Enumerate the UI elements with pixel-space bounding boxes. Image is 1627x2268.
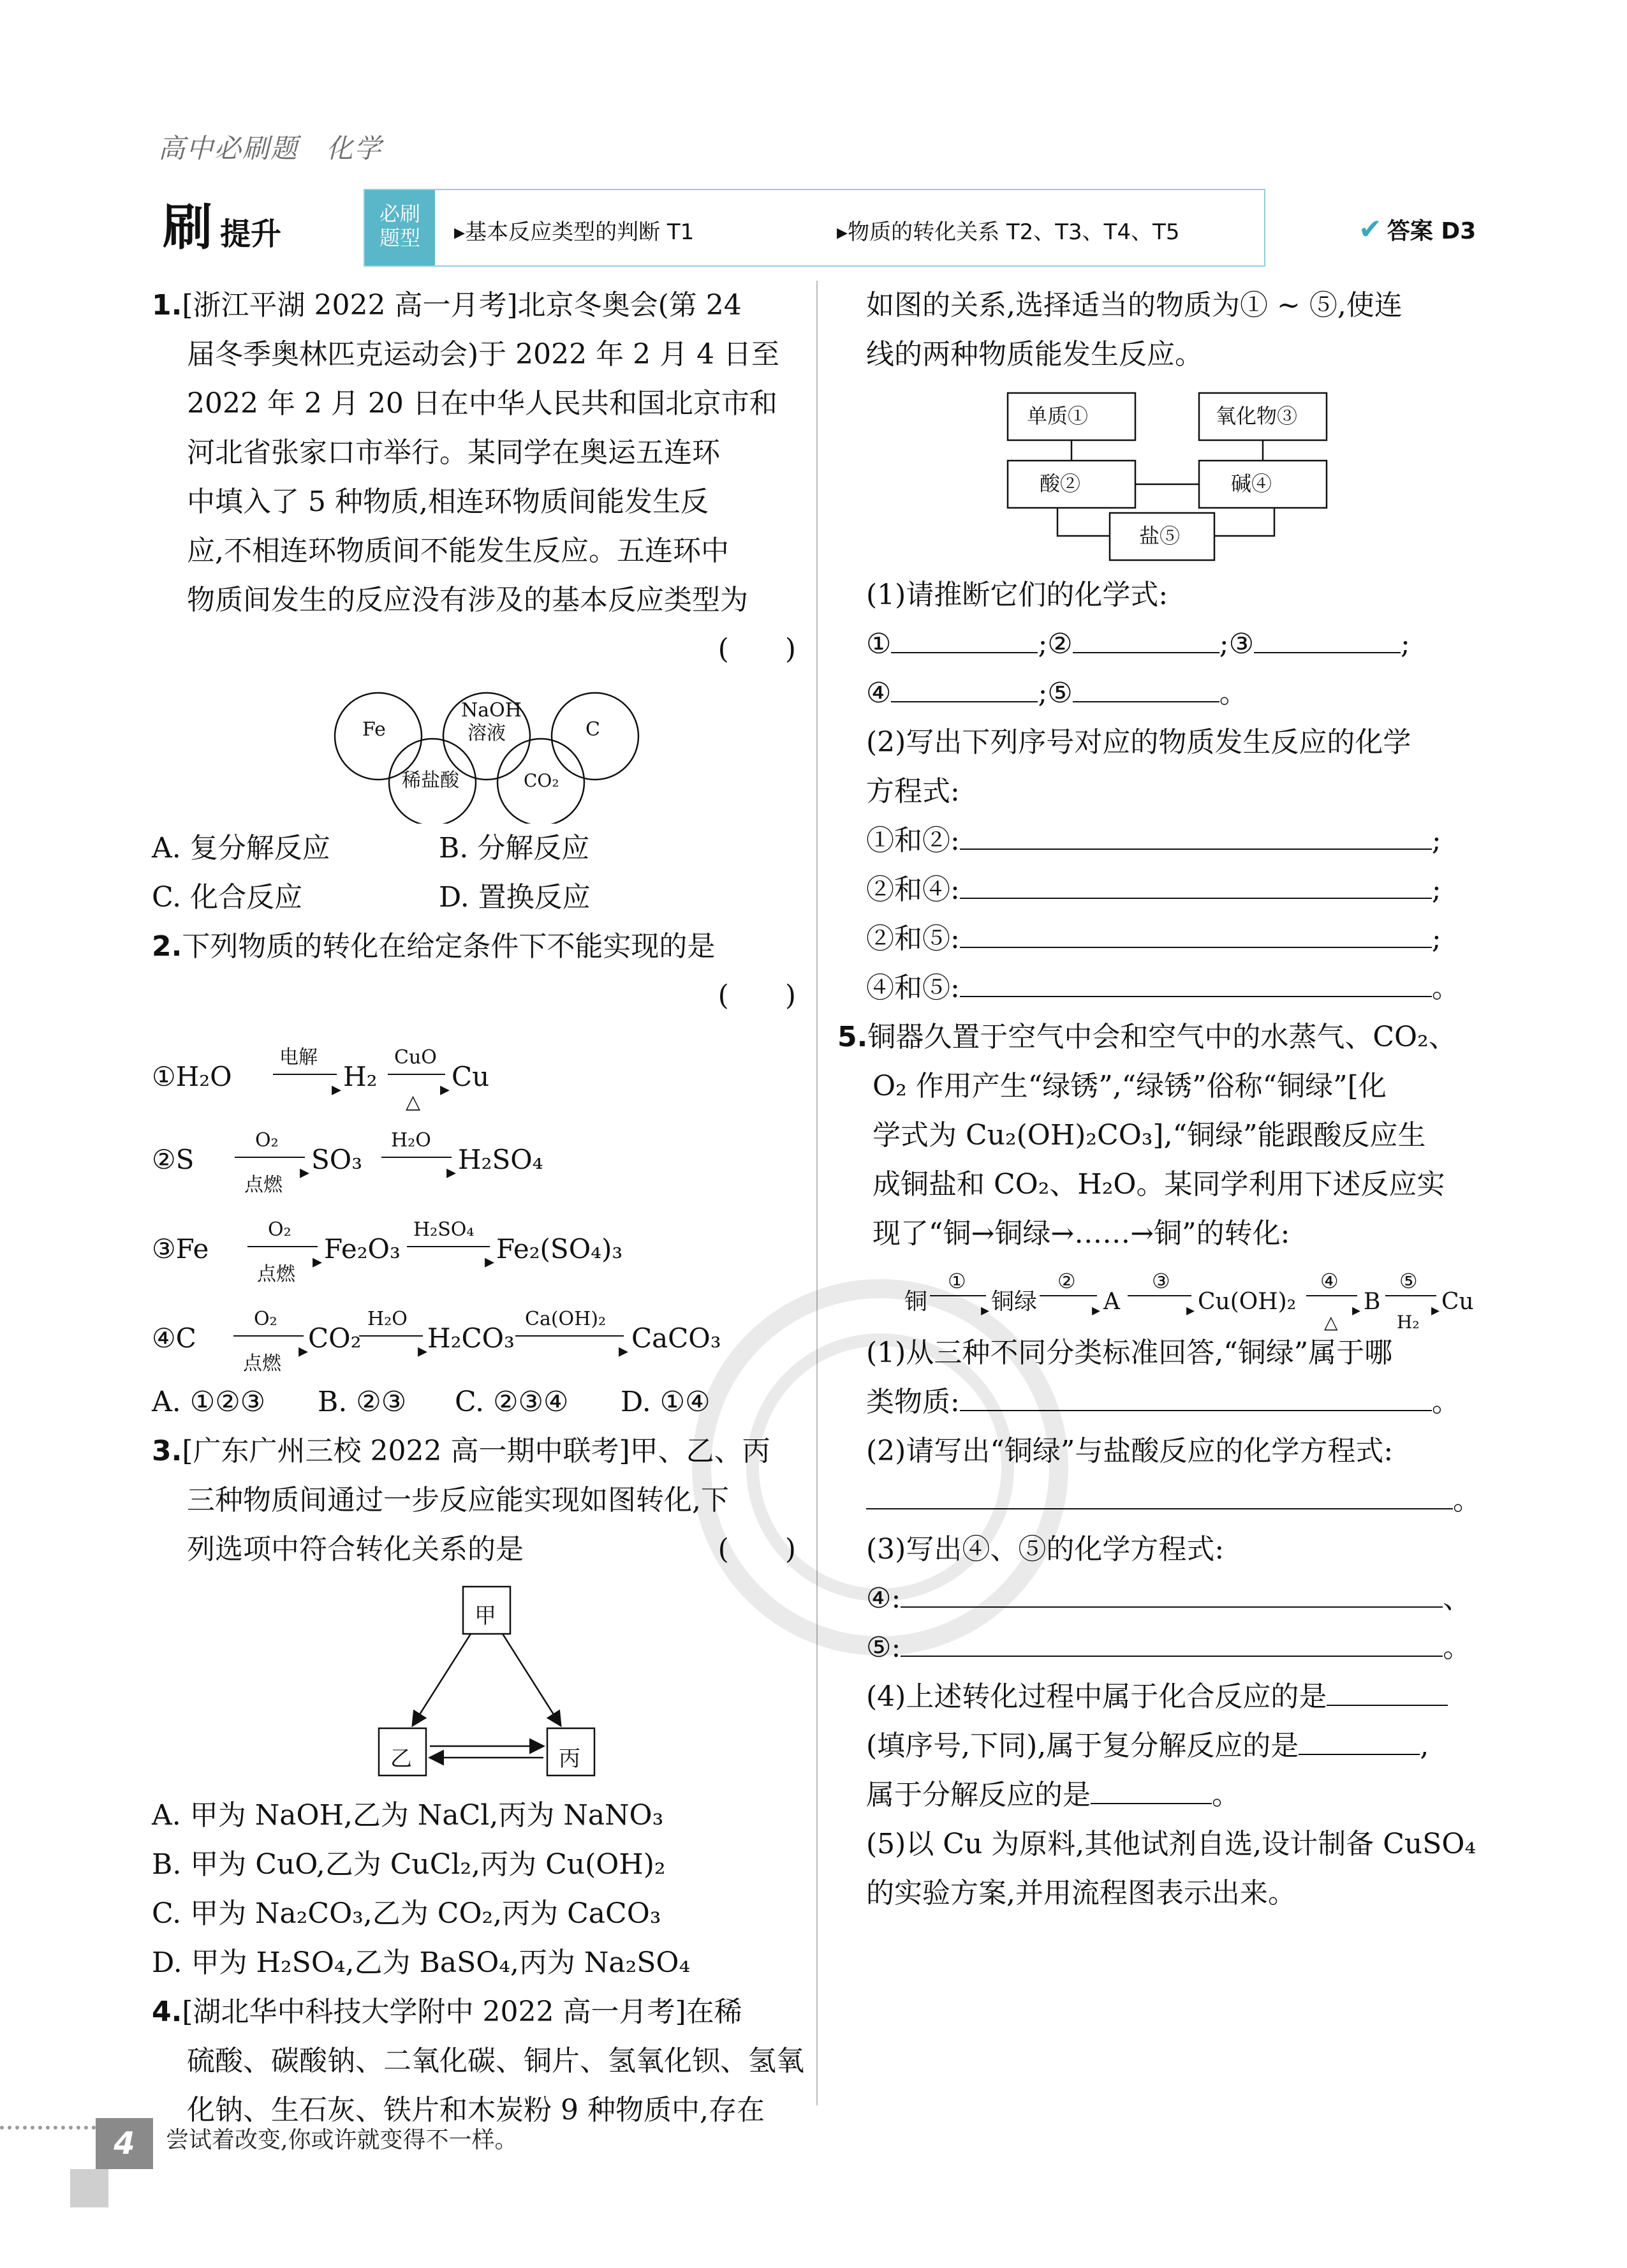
- r3-reactant: ③Fe: [152, 1233, 209, 1264]
- option-c[interactable]: C. ②③④: [455, 1386, 569, 1418]
- arrow: [1306, 1295, 1357, 1296]
- punct: 。: [1219, 677, 1248, 709]
- page-decor-square: [70, 2169, 108, 2207]
- q5-part-4: (4)上述转化过程中属于化合反应的是: [866, 1680, 1327, 1713]
- r3-product: Fe₂(SO₄)₃: [496, 1233, 623, 1264]
- arrow: [388, 1074, 445, 1075]
- q5-part-1-cont: 类物质:: [866, 1386, 960, 1418]
- r2-condition-top: O₂: [255, 1129, 279, 1152]
- r4-reactant: ④C: [152, 1323, 196, 1354]
- chain-step: ⑤: [1399, 1269, 1418, 1293]
- topic-item-2: ▸物质的转化关系 T2、T3、T4、T5: [837, 219, 1180, 245]
- arrow: [515, 1335, 624, 1337]
- topic-item-1: ▸基本反应类型的判断 T1: [454, 219, 695, 245]
- q4-continuation: 线的两种物质能发生反应。: [866, 338, 1203, 371]
- q3-line: 列选项中符合转化关系的是: [187, 1533, 524, 1566]
- page-number: 4: [96, 2118, 153, 2169]
- r2-reactant: ②S: [152, 1144, 195, 1175]
- arrow-head: ▸: [619, 1340, 629, 1362]
- q1-number: 1.: [152, 289, 182, 322]
- q1-line: [浙江平湖 2022 高一月考]北京冬奥会(第 24: [182, 289, 742, 322]
- option-a[interactable]: A. 甲为 NaOH,乙为 NaCl,丙为 NaNO₃: [152, 1799, 664, 1832]
- equation-line: [866, 963, 1478, 1012]
- answer-blank[interactable]: [960, 827, 1432, 850]
- q5-part-4-cont: 属于分解反应的是: [866, 1779, 1091, 1811]
- q5-part-5: (5)以 Cu 为原料,其他试剂自选,设计制备 CuSO₄: [866, 1828, 1476, 1860]
- question-1: [152, 281, 796, 922]
- option-d[interactable]: D. 置换反应: [439, 881, 591, 914]
- answer-paren: ( ): [718, 979, 796, 1012]
- check-icon: ✔: [1358, 213, 1382, 246]
- arrow: [1385, 1295, 1436, 1296]
- arrow-head: ▸: [1352, 1301, 1361, 1320]
- arrow: [235, 1157, 305, 1158]
- equation-line: [866, 914, 1478, 963]
- q4-line: [湖北华中科技大学附中 2022 高一月考]在稀: [182, 1996, 742, 2028]
- punct: ;: [1038, 628, 1048, 660]
- chain-cuoh2: Cu(OH)₂: [1198, 1289, 1297, 1315]
- right-column: [837, 281, 1481, 1918]
- box-label-oxide: 氧化物③: [1216, 404, 1298, 428]
- box-label-base: 碱④: [1231, 471, 1272, 496]
- r3-intermediate: Fe₂O₃: [324, 1233, 401, 1264]
- r3-condition: H₂SO₄: [413, 1219, 475, 1241]
- r1-condition-top: CuO: [394, 1046, 437, 1069]
- chain-cu: 铜: [904, 1289, 928, 1315]
- arrow-head: ▸: [1186, 1301, 1195, 1320]
- option-a[interactable]: A. ①②③: [152, 1386, 266, 1418]
- watermark-seal: [689, 1276, 1071, 1659]
- option-d[interactable]: D. 甲为 H₂SO₄,乙为 BaSO₄,丙为 Na₂SO₄: [152, 1946, 691, 1979]
- pair-label: ②和④:: [866, 873, 960, 906]
- q5-part-2: (2)请写出“铜绿”与盐酸反应的化学方程式:: [866, 1435, 1394, 1467]
- blank-label: ③: [1228, 628, 1255, 660]
- arrow-head: ▸: [1092, 1301, 1101, 1320]
- footer-dots: [0, 2126, 96, 2130]
- arrow: [359, 1335, 423, 1337]
- punct: ;: [1401, 628, 1410, 660]
- q1-line: 应,不相连环物质间不能发生反应。五连环中: [187, 535, 729, 567]
- answer-blank[interactable]: [891, 630, 1038, 653]
- arrow-head: ▸: [300, 1161, 310, 1183]
- r1-condition-bottom: △: [406, 1091, 421, 1113]
- box-label-element: 单质①: [1027, 404, 1089, 428]
- q1-line: 物质间发生的反应没有涉及的基本反应类型为: [187, 584, 748, 616]
- q5-line: 铜器久置于空气中会和空气中的水蒸气、CO₂、: [867, 1021, 1457, 1053]
- blank-label: ②: [1047, 628, 1073, 660]
- olympic-rings-diagram: [152, 674, 796, 824]
- footer-motto: 尝试着改变,你或许就变得不一样。: [166, 2127, 518, 2153]
- book-title: 高中必刷题: [158, 133, 299, 164]
- chain-cu-final: Cu: [1441, 1289, 1474, 1315]
- arrow-head: ▸: [418, 1340, 428, 1362]
- r1-condition: 电解: [279, 1046, 318, 1069]
- punct: ;: [1431, 824, 1441, 857]
- punct: ;: [1038, 677, 1048, 709]
- chain-patina: 铜绿: [991, 1289, 1038, 1315]
- option-d[interactable]: D. ①④: [621, 1386, 710, 1418]
- arrow-head: ▸: [981, 1301, 990, 1320]
- answer-paren: ( ): [718, 633, 796, 665]
- ring-label-fe: Fe: [362, 718, 386, 741]
- chain-a: A: [1103, 1289, 1120, 1315]
- box-label-salt: 盐⑤: [1139, 524, 1181, 548]
- r4-intermediate-1: CO₂: [308, 1323, 362, 1354]
- eq-label: ⑤:: [866, 1631, 901, 1664]
- option-b[interactable]: B. 甲为 CuO,乙为 CuCl₂,丙为 Cu(OH)₂: [152, 1848, 666, 1881]
- left-column: [152, 281, 804, 2135]
- pair-label: ④和⑤:: [866, 972, 960, 1004]
- option-c[interactable]: C. 甲为 Na₂CO₃,乙为 CO₂,丙为 CaCO₃: [152, 1897, 661, 1930]
- topic-badge: [365, 190, 435, 265]
- answer-blank[interactable]: [960, 974, 1432, 997]
- chain-b: B: [1364, 1289, 1381, 1315]
- q4-continuation: 如图的关系,选择适当的物质为① ~ ⑤,使连: [866, 289, 1402, 322]
- r1-product: Cu: [452, 1061, 490, 1092]
- brand-shua: 刷: [163, 199, 213, 256]
- q5-part-3: (3)写出④、⑤的化学方程式:: [866, 1533, 1225, 1566]
- answer-blank[interactable]: [1091, 1781, 1212, 1804]
- blank-label: ⑤: [1047, 677, 1073, 709]
- q2-stem: 下列物质的转化在给定条件下不能实现的是: [182, 930, 716, 963]
- answer-blank[interactable]: [891, 679, 1038, 702]
- q1-options-row: [152, 824, 796, 873]
- q5-line: 学式为 Cu₂(OH)₂CO₃],“铜绿”能跟酸反应生: [872, 1119, 1426, 1152]
- punct: 、: [1443, 1582, 1471, 1615]
- r3-condition-top: O₂: [268, 1219, 291, 1241]
- answer-blank[interactable]: [960, 876, 1432, 899]
- q4-blanks-row-1: [866, 619, 1478, 669]
- answer-ref: [1358, 213, 1476, 246]
- pair-label: ②和⑤:: [866, 923, 960, 955]
- q1-line: 中填入了 5 种物质,相连环物质间能发生反: [187, 485, 709, 518]
- q5-line: O₂ 作用产生“绿锈”,“绿锈”俗称“铜绿”[化: [872, 1070, 1387, 1102]
- running-header: [158, 128, 400, 166]
- q4-part-1: (1)请推断它们的化学式:: [866, 579, 1168, 611]
- punct: 。: [1453, 1484, 1481, 1516]
- chain-step: ①: [948, 1269, 966, 1293]
- r4-condition-3: Ca(OH)₂: [525, 1308, 607, 1330]
- question-4: [152, 1987, 804, 2135]
- chain-step: ④: [1320, 1269, 1339, 1293]
- answer-blank[interactable]: [1073, 679, 1219, 702]
- box-label-jia: 甲: [475, 1603, 496, 1629]
- q5-part-4-cont: (填序号,下同),属于复分解反应的是: [866, 1730, 1299, 1762]
- punct: ;: [1219, 628, 1229, 660]
- ring-label-c: C: [585, 718, 600, 741]
- r3-condition-bottom: 点燃: [257, 1263, 295, 1286]
- badge-line-2: 题型: [379, 226, 420, 250]
- answer-paren: ( ): [718, 1533, 796, 1566]
- r4-product: CaCO₃: [631, 1323, 721, 1354]
- r2-product: H₂SO₄: [458, 1144, 543, 1175]
- q4-blanks-row-2: [866, 669, 1478, 718]
- chain-heat: △: [1324, 1312, 1338, 1333]
- r4-intermediate-2: H₂CO₃: [427, 1323, 515, 1354]
- q5-line: 成铜盐和 CO₂、H₂O。某同学利用下述反应实: [872, 1168, 1445, 1201]
- option-c[interactable]: C. 化合反应: [152, 881, 303, 914]
- arrow-head: ▸: [298, 1340, 309, 1362]
- r2-condition-bottom: 点燃: [244, 1174, 283, 1196]
- q4-line: 硫酸、碳酸钠、二氧化碳、铜片、氢氧化钡、氢氧: [187, 2045, 804, 2077]
- blank-label: ④: [866, 677, 892, 709]
- q4-part-2-cont: 方程式:: [866, 775, 960, 808]
- arrow-head: ▸: [485, 1250, 495, 1273]
- reaction-1: [152, 1020, 796, 1113]
- q2-number: 2.: [152, 930, 182, 963]
- equation-line: [866, 865, 1478, 914]
- punct: 。: [1431, 972, 1460, 1004]
- r1-intermediate: H₂: [343, 1061, 378, 1092]
- ring-label-naoh: [461, 699, 522, 745]
- ring-naoh-solution: 溶液: [467, 722, 506, 745]
- arrow-head: ▸: [1431, 1301, 1440, 1320]
- q5-part-1: (1)从三种不同分类标准回答,“铜绿”属于哪: [866, 1337, 1393, 1369]
- q3-line: 三种物质间通过一步反应能实现如图转化,下: [187, 1484, 729, 1516]
- ring-naoh-formula: NaOH: [461, 699, 522, 722]
- box-label-yi: 乙: [390, 1746, 412, 1772]
- q4-line: 化钠、生石灰、铁片和木炭粉 9 种物质中,存在: [187, 2094, 765, 2126]
- r2-condition: H₂O: [391, 1129, 431, 1152]
- equation-line: [866, 816, 1478, 865]
- section-brand: [163, 190, 290, 256]
- r4-condition-2: H₂O: [367, 1308, 408, 1330]
- punct: 。: [1443, 1631, 1471, 1664]
- q5-part-5-cont: 的实验方案,并用流程图表示出来。: [866, 1877, 1296, 1909]
- arrow: [1128, 1295, 1191, 1296]
- r2-intermediate: SO₃: [311, 1144, 363, 1175]
- column-divider: [816, 281, 818, 2105]
- punct: ;: [1431, 873, 1441, 906]
- reaction-2: [152, 1109, 796, 1199]
- punct: ,: [1420, 1730, 1429, 1762]
- arrow-head: ▸: [446, 1161, 457, 1183]
- q4-relation-diagram: [866, 379, 1478, 570]
- answer-blank[interactable]: [960, 925, 1432, 948]
- box-label-bing: 丙: [559, 1746, 580, 1772]
- chain-step: ②: [1057, 1269, 1076, 1293]
- arrow-head: ▸: [440, 1078, 450, 1101]
- question-5: [837, 1012, 1478, 1258]
- arrow: [381, 1157, 452, 1158]
- r4-condition-bottom: 点燃: [243, 1353, 281, 1375]
- q5-line: 现了“铜→铜绿→……→铜”的转化:: [872, 1217, 1290, 1250]
- blank-label: ①: [866, 628, 892, 660]
- arrow-head: ▸: [313, 1250, 323, 1273]
- reaction-3: [152, 1199, 796, 1288]
- punct: 。: [1431, 1386, 1460, 1418]
- box-label-acid: 酸②: [1040, 471, 1081, 496]
- q4-part-2: (2)写出下列序号对应的物质发生反应的化学: [866, 726, 1411, 759]
- ring-label-hcl: 稀盐酸: [402, 769, 459, 792]
- option-b[interactable]: B. ②③: [318, 1386, 407, 1418]
- punct: 。: [1212, 1779, 1240, 1811]
- answer-blank[interactable]: [1073, 630, 1219, 653]
- subject-title: 化学: [326, 133, 383, 164]
- arrow: [233, 1335, 304, 1337]
- arrow: [273, 1074, 337, 1075]
- pair-label: ①和②:: [866, 824, 960, 857]
- answer-blank[interactable]: [1254, 630, 1401, 653]
- q1-options-row: [152, 873, 796, 922]
- ring-label-co2: CO₂: [524, 770, 559, 791]
- arrow: [247, 1246, 318, 1247]
- q5-number: 5.: [837, 1021, 868, 1053]
- q3-line: [广东广州三校 2022 高一期中联考]甲、乙、丙: [182, 1435, 770, 1467]
- topic-tag-bar: [364, 189, 1265, 267]
- arrow: [407, 1246, 490, 1247]
- answer-blank[interactable]: [1299, 1732, 1420, 1755]
- chain-step: ③: [1152, 1269, 1170, 1293]
- answer-blank[interactable]: [1327, 1683, 1448, 1706]
- option-a[interactable]: A. 复分解反应: [152, 832, 330, 864]
- q3-number: 3.: [152, 1435, 182, 1467]
- option-b[interactable]: B. 分解反应: [439, 832, 590, 864]
- arrow-head: ▸: [332, 1078, 342, 1101]
- brand-tisheng: 提升: [220, 216, 282, 252]
- q1-line: 2022 年 2 月 20 日在中华人民共和国北京市和: [187, 387, 777, 420]
- answer-text: 答案 D3: [1387, 218, 1476, 244]
- q1-line: 届冬季奥林匹克运动会)于 2022 年 2 月 4 日至: [187, 338, 780, 371]
- q1-line: 河北省张家口市举行。某同学在奥运五连环: [187, 436, 720, 469]
- eq-label: ④:: [866, 1582, 901, 1615]
- q4-number: 4.: [152, 1996, 182, 2028]
- chain-h2: H₂: [1397, 1312, 1420, 1333]
- r4-condition-top: O₂: [254, 1308, 277, 1330]
- r1-reactant: ①H₂O: [152, 1061, 232, 1092]
- badge-line-1: 必刷: [379, 202, 420, 226]
- punct: ;: [1431, 923, 1441, 955]
